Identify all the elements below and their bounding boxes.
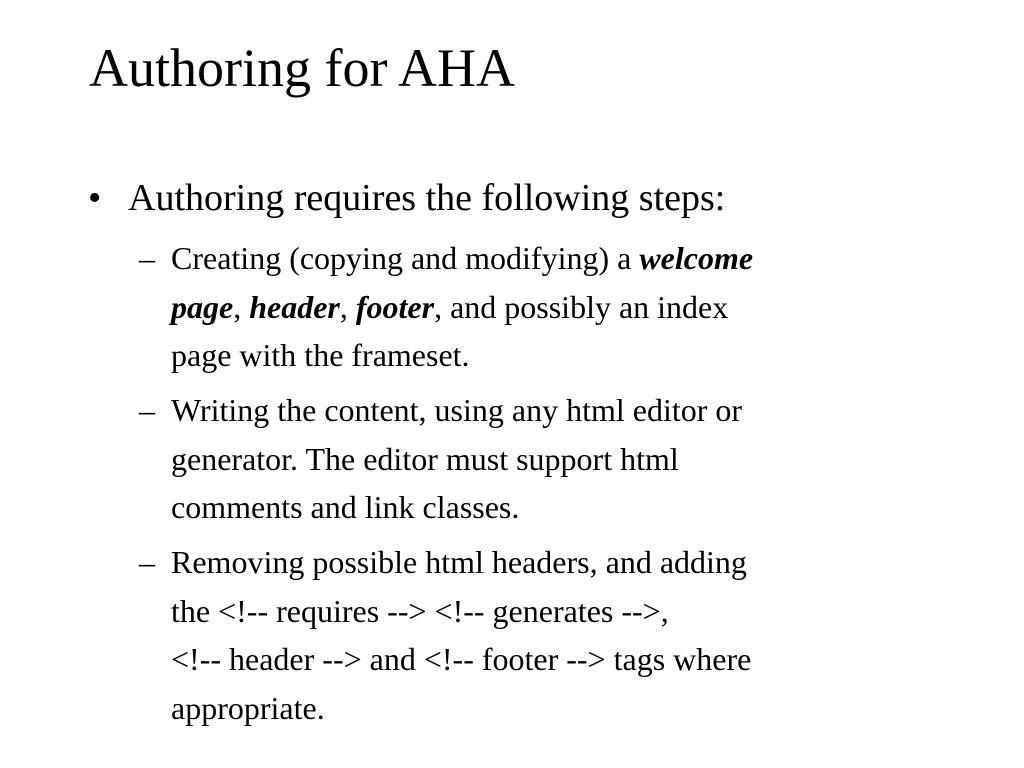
text-span: , <box>233 288 250 325</box>
text-line: page with the frameset. <box>171 337 470 373</box>
bullet-text: Authoring requires the following steps: <box>128 177 726 219</box>
slide-title: Authoring for AHA <box>89 38 515 98</box>
text-span: , and possibly an index <box>434 288 729 325</box>
emphasis-footer: footer <box>355 288 435 325</box>
sub-bullet-text <box>171 386 911 532</box>
dash-icon: – <box>139 392 155 428</box>
text-line: comments and link classes. <box>171 489 520 525</box>
bullet-icon: • <box>88 177 102 219</box>
text-line: generator. The editor must support html <box>171 440 679 477</box>
emphasis-page: page <box>171 288 234 325</box>
text-span: Creating (copying and modifying) a <box>171 240 640 276</box>
emphasis-welcome: welcome <box>639 240 754 276</box>
dash-icon: – <box>139 240 155 276</box>
text-line <box>171 283 911 332</box>
text-line: the <!-- requires --> <!-- generates -->, <box>171 592 669 629</box>
emphasis-header: header <box>249 288 340 325</box>
text-line <box>171 234 911 283</box>
text-line: Removing possible html headers, and adding <box>171 544 747 580</box>
text-line: Writing the content, using any html editor or <box>171 392 743 428</box>
dash-icon: – <box>139 544 155 580</box>
sub-bullet-text <box>171 538 911 732</box>
sub-bullet-text <box>171 234 911 380</box>
text-line: appropriate. <box>171 689 325 726</box>
text-line: <!-- header --> and <!-- footer --> tags where <box>171 641 752 677</box>
text-span: , <box>339 288 356 325</box>
